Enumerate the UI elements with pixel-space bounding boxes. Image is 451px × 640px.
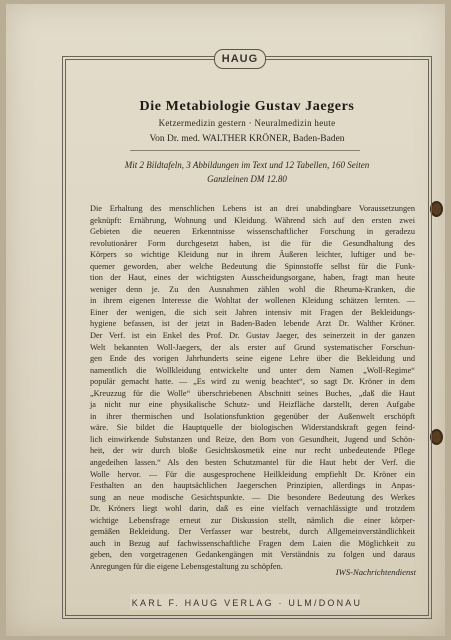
- review-text-line: gen Ende des vorigen Jahrhunderts seine eigene Lehre über die Bekleidung und: [90, 354, 415, 364]
- review-text: [90, 203, 415, 573]
- review-text-line: wäre. Sie bildet die Hauptquelle der biologischen Widerstandskraft gegen feind-: [90, 423, 415, 433]
- review-text-line: populär gemacht hatte. — „Es wird zu wenig beachtet“, so sagt Dr. Kröner in dem: [90, 377, 415, 387]
- review-text-line: Der Verf. ist ein Enkel des Prof. Dr. Gustav Jaeger, des seinerzeit in der ganzen: [90, 331, 415, 341]
- review-text-line: Anregungen für die eigene Lebensgestaltung zu schöpfen.: [90, 561, 283, 571]
- review-text-line: lich einwirkende Substanzen und Reize, den Born von Gesundheit, Jugend und Schön-: [90, 434, 415, 444]
- review-text-line: weniger denn je. Zu den Ausnahmen zählen wohl die Rheuma-Kranken, die: [90, 284, 415, 294]
- book-details-price: Ganzleinen DM 12.80: [207, 174, 287, 184]
- review-text-line: Körpers so wichtige Kleidung nur in ihrem Äußeren leichter, luftiger und be-: [90, 250, 415, 260]
- review-text-line: in ihrem eigenen Interesse die Wohltat der wollenen Kleidung schätzen lernten. —: [90, 296, 415, 306]
- haug-logo: HAUG: [214, 49, 266, 69]
- review-text-line: Einer der wenigen, die sich seit Jahren intensiv mit Fragen der Bekleidungs-: [90, 307, 415, 317]
- book-subtitle: Ketzermedizin gestern · Neuralmedizin heute: [158, 118, 336, 128]
- review-text-line: revolutionärer Form durchgesetzt haben, ist die für die Gesundhaltung des: [90, 238, 415, 248]
- book-title: Die Metabiologie Gustav Jaegers: [139, 99, 355, 114]
- review-text-line: geben, den vorgetragenen Gedankengängen mit Verständnis zu folgen und daraus: [90, 550, 415, 560]
- review-text-line: Dr. Kröners liegt wohl darin, daß es eine vielfach vernachlässigte und trotzdem: [90, 504, 415, 514]
- review-text-line: „Kreuzzug für die Wolle“ überschriebenen Abschnitt seines Buches, „daß die Haut: [90, 388, 415, 398]
- review-text-line: angedeihen lassen.“ Als den besten Schutzmantel für die Haut hebt der Verf. die: [90, 458, 415, 468]
- review-text-line: Festhalten an den hauptsächlichen Jaegerschen Prinzipien, allerdings in Anpas-: [90, 481, 415, 491]
- review-text-line: geknüpft: Ernährung, Wohnung und Kleidung. Während sich auf den ersten zwei: [90, 215, 415, 225]
- review-text-line: ja nicht nur eine physikalische Schutz- und Heizfläche darstellt, deren Aufgabe: [90, 400, 415, 410]
- book-author: Von Dr. med. WALTHER KRÖNER, Baden-Baden: [149, 134, 345, 144]
- divider: [130, 150, 360, 152]
- review-text-line: Die Erhaltung des menschlichen Lebens ist an drei unabdingbare Voraussetzungen: [90, 204, 415, 213]
- review-text-line: sung an neue modische Gesichtspunkte. — Die besondere Bedeutung des Werkes: [90, 492, 415, 502]
- book-details-line: Mit 2 Bildtafeln, 3 Abbildungen im Text und 12 Tabellen, 160 Seiten: [124, 160, 370, 170]
- review-text-line: Gebieten die neueren Erkenntnisse wissenschaftlicher Forschung in geradezu: [90, 227, 415, 237]
- source-credit: IWS-Nachrichtendienst: [335, 567, 416, 577]
- review-text-line: Welt bekannten Woll-Jaegers, der als erster auf Grund systematischer Forschun-: [90, 342, 415, 352]
- review-text-line: hygiene befassen, ist der jetzt in Baden-Baden lebende Arzt Dr. Walther Kröner.: [90, 319, 415, 329]
- review-text-line: namentlich die Wollkleidung entwickelte und unter dem Namen „Woll-Regime“: [90, 365, 415, 375]
- review-text-line: auch in Bezug auf fachwissenschaftliche Fragen dem Laien die Möglichkeit zu: [90, 538, 415, 548]
- review-text-line: in ihrer thermischen und Isolationsfunktion gegenüber der Außenwelt erschöpft: [90, 411, 415, 421]
- review-text-line: heit, der wir durch bloße Gesichtskosmetik eine nur recht unbedeutende Pflege: [90, 446, 415, 456]
- publisher-line: KARL F. HAUG VERLAG · ULM/DONAU: [131, 598, 363, 608]
- book-details: [62, 158, 432, 186]
- review-text-line: Wolle hervor. — Für die ausgesprochene Heilkleidung empfiehlt Dr. Kröner ein: [90, 469, 415, 479]
- review-text-line: tion der Haut, eines der wichtigsten Ausscheidungsorgane, haben, fragt man heute: [90, 273, 415, 283]
- review-text-line: wichtige Lebensfrage erneut zur Diskussion stellt, nämlich die einer körper-: [90, 515, 415, 525]
- review-text-line: quemer geworden, aber welche Bedeutung die Spinnstoffe selbst für die Funk-: [90, 261, 415, 271]
- review-text-line: gemäßen Bekleidung. Der Verfasser war bestrebt, durch Allgemeinverständlichkeit: [90, 527, 415, 537]
